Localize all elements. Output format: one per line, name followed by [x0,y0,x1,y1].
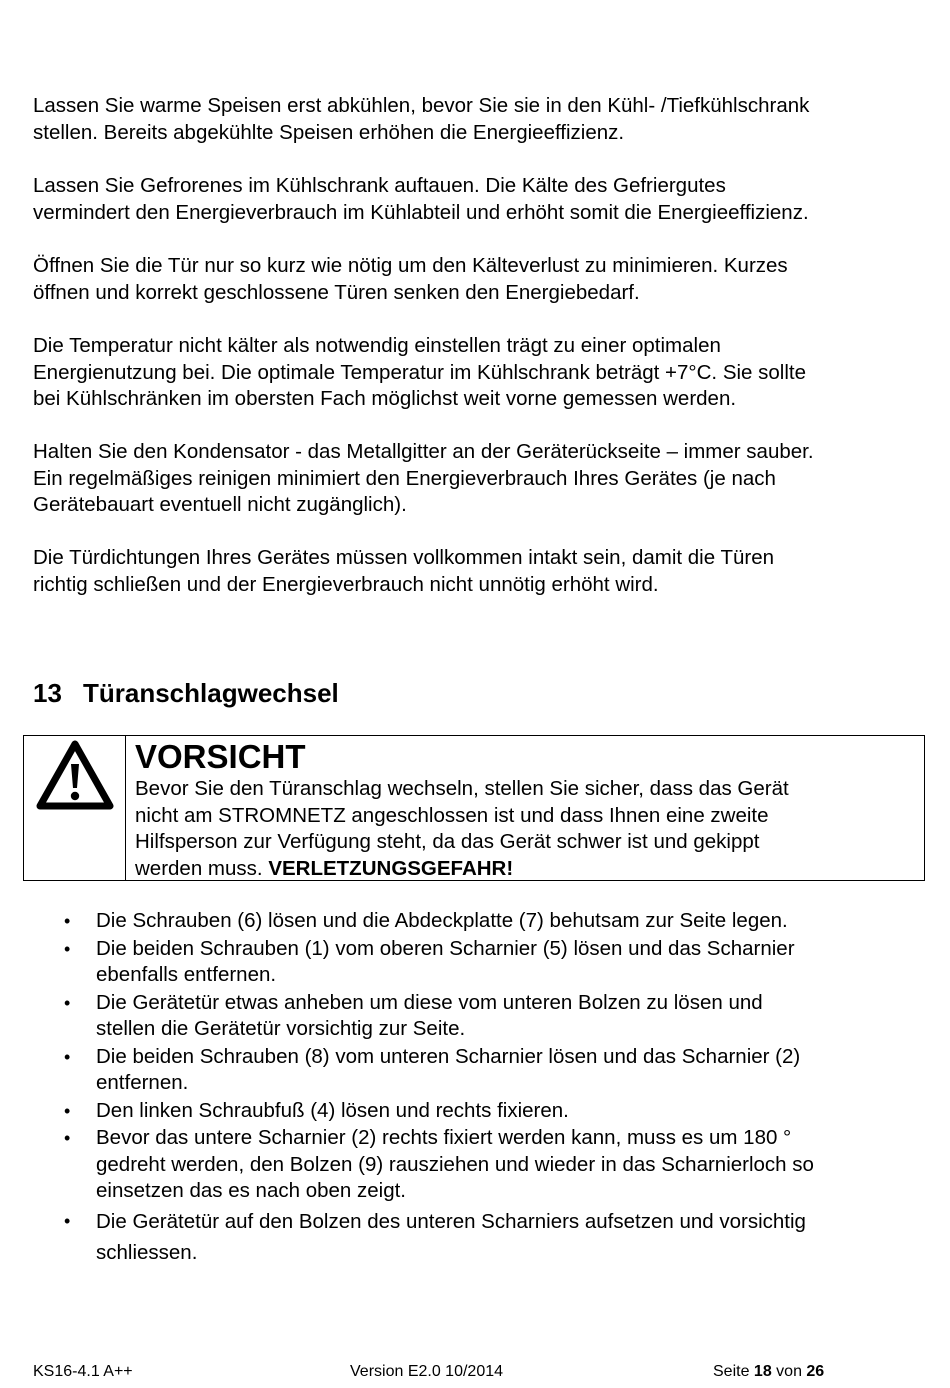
total-pages: 26 [806,1363,825,1380]
steps-list [0,908,950,1269]
text-line: stellen die Gerätetür vorsichtig zur Seite. [96,1017,466,1040]
text-line: Die Temperatur nicht kälter als notwendig einstellen trägt zu einer optimalen [33,334,721,357]
paragraph-door-open [33,253,923,306]
bullet-icon: • [64,1100,71,1121]
warning-triangle-icon [36,740,114,810]
bullet-icon: • [64,911,71,931]
text-line: Energienutzung bei. Die optimale Temperatur im Kühlschrank beträgt +7°C. Sie sollte [33,360,806,384]
text-line: Bevor das untere Scharnier (2) rechts fixiert werden kann, muss es um 180 ° [96,1126,792,1149]
bullet-icon: • [64,938,71,959]
text-line: Halten Sie den Kondensator - das Metallgitter an der Geräterückseite – immer sauber. [33,440,814,463]
warning-title: VORSICHT [135,738,306,775]
warning-emphasis: VERLETZUNGSGEFAHR! [268,856,514,880]
text-line: Die Gerätetür auf den Bolzen des unteren Scharniers aufsetzen und vorsichtig [96,1209,806,1233]
section-number: 13 [33,678,62,708]
text-line: einsetzen das es nach oben zeigt. [96,1179,406,1202]
current-page: 18 [753,1363,772,1380]
list-item [0,1098,896,1125]
text-line: Lassen Sie Gefrorenes im Kühlschrank auftauen. Die Kälte des Gefriergutes [33,174,726,197]
text-line: Die beiden Schrauben (1) vom oberen Scharnier (5) lösen und das Scharnier [96,936,795,960]
section-heading [33,676,339,710]
warning-text [135,776,905,882]
paragraph-cool-food [33,93,923,146]
text-line: Öffnen Sie die Tür nur so kurz wie nötig um den Kälteverlust zu minimieren. Kurzes [33,254,788,277]
paragraph-condenser [33,439,923,519]
text-line: Die Türdichtungen Ihres Gerätes müssen vollkommen intakt sein, damit die Türen [33,546,775,569]
text-line: Hilfsperson zur Verfügung steht, da das Gerät schwer ist und gekippt [135,830,760,853]
page-separator: von [771,1363,807,1380]
text-line: nicht am STROMNETZ angeschlossen ist und dass Ihnen eine zweite [135,803,769,827]
text-line: schliessen. [96,1240,198,1264]
paragraph-door-seals [33,545,923,598]
bullet-icon: • [64,1046,71,1067]
bullet-icon: • [64,992,71,1013]
text-line: gedreht werden, den Bolzen (9) rausziehen und wieder in das Scharnierloch so [96,1152,814,1176]
text-line: Bevor Sie den Türanschlag wechseln, stellen Sie sicher, dass das Gerät [135,777,789,800]
list-item [0,1125,896,1205]
text-line: vermindert den Energieverbrauch im Kühlabteil und erhöht somit die Energieeffizienz. [33,200,809,224]
page-label: Seite [713,1363,754,1380]
text-line: stellen. Bereits abgekühlte Speisen erhöhen die Energieeffizienz. [33,120,625,144]
text-line: werden muss. [135,856,269,880]
bullet-icon: • [64,1128,71,1148]
warning-box [23,735,925,881]
text-line: ebenfalls entfernen. [96,963,277,986]
text-line: richtig schließen und der Energieverbrauch nicht unnötig erhöht wird. [33,572,659,596]
text-line: Gerätebauart eventuell nicht zugänglich). [33,493,407,516]
text-line: Die beiden Schrauben (8) vom unteren Scharnier lösen und das Scharnier (2) [96,1044,801,1068]
paragraph-temperature [33,333,923,413]
list-item [0,1044,896,1097]
text-line: bei Kühlschränken im obersten Fach möglichst weit vorne gemessen werden. [33,387,737,410]
text-line: Lassen Sie warme Speisen erst abkühlen, bevor Sie sie in den Kühl- /Tiefkühlschrank [33,94,810,117]
text-line: Den linken Schraubfuß (4) lösen und rechts fixieren. [96,1098,569,1122]
footer-model: KS16-4.1 A++ [33,1363,133,1380]
bullet-icon: • [64,1210,71,1231]
list-item [0,908,896,935]
text-line: öffnen und korrekt geschlossene Türen senken den Energiebedarf. [33,280,640,304]
warning-icon-cell [24,736,126,880]
text-line: Ein regelmäßiges reinigen minimiert den Energieverbrauch Ihres Gerätes (je nach [33,466,776,490]
section-title: Türanschlagwechsel [83,678,339,708]
list-item [0,990,896,1043]
text-line: Die Gerätetür etwas anheben um diese vom unteren Bolzen zu lösen und [96,990,763,1014]
footer-version: Version E2.0 10/2014 [350,1363,504,1380]
list-item [0,936,896,989]
text-line: Die Schrauben (6) lösen und die Abdeckplatte (7) behutsam zur Seite legen. [96,909,788,932]
paragraph-thaw-frozen [33,173,923,226]
footer-page-number [713,1362,824,1382]
list-item [0,1206,896,1268]
text-line: entfernen. [96,1071,189,1094]
